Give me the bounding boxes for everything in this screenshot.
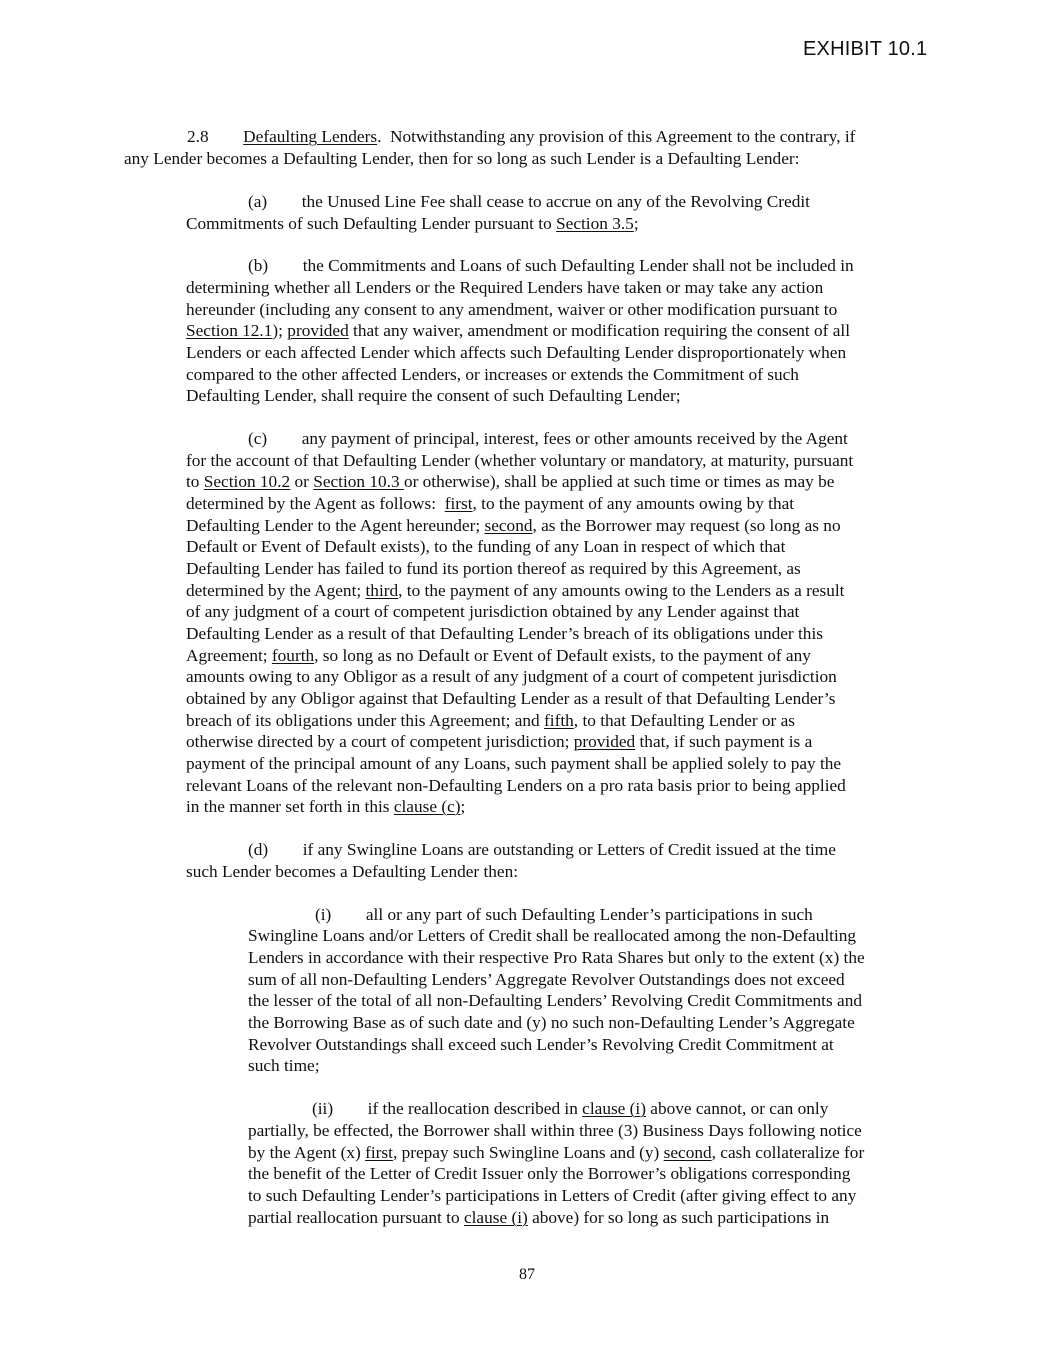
- text-line: [186, 710, 795, 732]
- text-line: [186, 623, 823, 645]
- text-segment: , prepay such Swingline Loans and (y): [392, 1143, 664, 1162]
- cross-reference: third: [365, 581, 399, 600]
- text-segment: Commitments of such Defaulting Lender pursuant to: [186, 214, 557, 233]
- text-segment: Default or Event of Default exists), to the funding of any Loan in respect of which that: [186, 537, 786, 556]
- text-segment: Defaulting Lender as a result of that Defaulting Lender’s breach of its obligations under this: [186, 624, 823, 643]
- text-segment: Lenders or each affected Lender which affects such Defaulting Lender disproportionately when: [186, 343, 847, 362]
- text-line: [248, 1012, 855, 1034]
- page-number: 87: [519, 1266, 535, 1283]
- text-segment: for the account of that Defaulting Lender (whether voluntary or mandatory, at maturity, pursuant: [186, 451, 854, 470]
- text-line: [186, 775, 846, 797]
- text-segment: (b) the Commitments and Loans of such Defaulting Lender shall not be included in: [248, 256, 854, 275]
- text-segment: that, if such payment is a: [635, 732, 813, 751]
- text-segment: hereunder (including any consent to any amendment, waiver or other modification pursuant to: [186, 300, 838, 319]
- text-segment: , to that Defaulting Lender or as: [573, 711, 796, 730]
- text-segment: determined by the Agent;: [186, 581, 366, 600]
- text-segment: 2.8: [187, 127, 244, 146]
- text-line: [248, 1142, 864, 1164]
- text-line: [186, 471, 834, 493]
- text-segment: determining whether all Lenders or the Required Lenders have taken or may take any action: [186, 278, 824, 297]
- text-segment: such Lender becomes a Defaulting Lender then:: [186, 862, 519, 881]
- text-line: [248, 1034, 834, 1056]
- text-segment: or otherwise), shall be applied at such time or times as may be: [403, 472, 835, 491]
- text-segment: (a) the Unused Line Fee shall cease to accrue on any of the Revolving Credit: [248, 192, 810, 211]
- text-line: [312, 1098, 828, 1120]
- cross-reference: Section 10.2: [203, 472, 291, 491]
- text-segment: (i) all or any part of such Defaulting Lender’s participations in such: [315, 905, 813, 924]
- text-segment: );: [272, 321, 288, 340]
- text-segment: relevant Loans of the relevant non-Defaulting Lenders on a pro rata basis prior to being applied: [186, 776, 846, 795]
- cross-reference: Section 10.3: [313, 472, 404, 491]
- text-line: [186, 688, 835, 710]
- text-segment: breach of its obligations under this Agreement; and: [186, 711, 545, 730]
- text-line: [186, 385, 681, 407]
- text-segment: otherwise directed by a court of competent jurisdiction;: [186, 732, 574, 751]
- cross-reference: Section 3.5: [556, 214, 634, 233]
- text-segment: Lenders in accordance with their respective Pro Rata Shares but only to the extent (x) the: [248, 948, 865, 967]
- text-line: [186, 861, 518, 883]
- text-segment: Defaulting Lender to the Agent hereunder;: [186, 516, 485, 535]
- text-segment: to: [186, 472, 204, 491]
- text-segment: , cash collateralize for: [711, 1143, 865, 1162]
- cross-reference: Section 12.1: [186, 321, 273, 340]
- text-line: [186, 277, 823, 299]
- text-line: [248, 947, 865, 969]
- text-segment: Defaulting Lender, shall require the consent of such Defaulting Lender;: [186, 386, 681, 405]
- text-segment: partial reallocation pursuant to: [248, 1208, 464, 1227]
- text-segment: ;: [633, 214, 639, 233]
- text-line: [186, 536, 785, 558]
- text-segment: Swingline Loans and/or Letters of Credit shall be reallocated among the non-Defaulting: [248, 926, 857, 945]
- text-line: [186, 342, 846, 364]
- text-line: [248, 839, 836, 861]
- text-segment: that any waiver, amendment or modification requiring the consent of all: [348, 321, 850, 340]
- cross-reference: clause (i): [463, 1208, 528, 1227]
- text-segment: sum of all non-Defaulting Lenders’ Aggregate Revolver Outstandings does not exceed: [248, 970, 845, 989]
- text-segment: the lesser of the total of all non-Defaulting Lenders’ Revolving Credit Commitments and: [248, 991, 862, 1010]
- text-line: [186, 796, 465, 818]
- text-segment: amounts owing to any Obligor as a result of any judgment of a court of competent jurisdiction: [186, 667, 837, 686]
- cross-reference: first: [365, 1143, 393, 1162]
- text-line: [248, 1055, 320, 1077]
- text-segment: the benefit of the Letter of Credit Issuer only the Borrower’s obligations corresponding: [248, 1164, 851, 1183]
- text-segment: such time;: [248, 1056, 320, 1075]
- cross-reference: clause (i): [582, 1099, 646, 1118]
- text-segment: Agreement;: [186, 646, 272, 665]
- text-segment: (d) if any Swingline Loans are outstanding or Letters of Credit issued at the time: [248, 840, 836, 859]
- text-segment: of any judgment of a court of competent jurisdiction obtained by any Lender against that: [186, 602, 800, 621]
- text-line: [248, 255, 854, 277]
- exhibit-label: EXHIBIT 10.1: [803, 38, 928, 60]
- text-line: [248, 191, 810, 213]
- text-segment: to such Defaulting Lender’s participations in Letters of Credit (after giving effect to any: [248, 1186, 857, 1205]
- text-segment: , so long as no Default or Event of Default exists, to the payment of any: [314, 646, 811, 665]
- text-line: [186, 364, 799, 386]
- cross-reference: provided: [573, 732, 636, 751]
- text-line: [187, 126, 855, 148]
- text-segment: Revolver Outstandings shall exceed such Lender’s Revolving Credit Commitment at: [248, 1035, 834, 1054]
- text-line: [248, 969, 845, 991]
- cross-reference: first: [444, 494, 473, 513]
- text-line: [248, 1185, 856, 1207]
- text-segment: the Borrowing Base as of such date and (y) no such non-Defaulting Lender’s Aggregate: [248, 1013, 855, 1032]
- text-line: [186, 645, 811, 667]
- text-line: [186, 753, 841, 775]
- text-segment: , as the Borrower may request (so long as no: [532, 516, 841, 535]
- text-segment: ;: [460, 797, 466, 816]
- text-line: [186, 666, 837, 688]
- text-line: [186, 601, 799, 623]
- text-line: [186, 580, 844, 602]
- text-segment: (c) any payment of principal, interest, fees or other amounts received by the Agent: [248, 429, 848, 448]
- text-segment: obtained by any Obligor against that Defaulting Lender as a result of that Defaulting Lender’s: [186, 689, 836, 708]
- text-line: [248, 990, 862, 1012]
- text-line: [124, 148, 799, 170]
- cross-reference: second: [663, 1143, 712, 1162]
- text-line: [186, 299, 837, 321]
- text-segment: partially, be effected, the Borrower shall within three (3) Business Days following notice: [248, 1121, 862, 1140]
- cross-reference: Defaulting Lenders: [243, 127, 378, 146]
- text-segment: above cannot, or can only: [645, 1099, 829, 1118]
- text-line: [186, 515, 841, 537]
- text-line: [186, 731, 812, 753]
- text-line: [186, 450, 853, 472]
- text-line: [186, 493, 794, 515]
- text-segment: determined by the Agent as follows:: [186, 494, 445, 513]
- cross-reference: provided: [287, 321, 349, 340]
- text-line: [248, 1163, 850, 1185]
- text-segment: payment of the principal amount of any Loans, such payment shall be applied solely to pay the: [186, 754, 842, 773]
- cross-reference: fifth: [544, 711, 574, 730]
- text-segment: by the Agent (x): [248, 1143, 366, 1162]
- text-line: [186, 558, 801, 580]
- text-line: [315, 904, 813, 926]
- text-segment: above) for so long as such participations in: [527, 1208, 830, 1227]
- text-segment: Defaulting Lender has failed to fund its portion thereof as required by this Agreement, as: [186, 559, 801, 578]
- text-line: [248, 925, 856, 947]
- text-segment: or: [290, 472, 314, 491]
- text-segment: compared to the other affected Lenders, or increases or extends the Commitment of such: [186, 365, 799, 384]
- text-segment: , to the payment of any amounts owing to the Lenders as a result: [398, 581, 845, 600]
- text-line: [186, 213, 639, 235]
- text-segment: any Lender becomes a Defaulting Lender, then for so long as such Lender is a Defaulting Lender:: [124, 149, 800, 168]
- cross-reference: fourth: [271, 646, 315, 665]
- text-line: [186, 320, 850, 342]
- text-segment: in the manner set forth in this: [186, 797, 394, 816]
- text-segment: (ii) if the reallocation described in: [312, 1099, 583, 1118]
- text-segment: . Notwithstanding any provision of this Agreement to the contrary, if: [377, 127, 856, 146]
- cross-reference: second: [484, 516, 533, 535]
- text-segment: , to the payment of any amounts owing by that: [472, 494, 795, 513]
- text-line: [248, 428, 848, 450]
- text-line: [248, 1207, 829, 1229]
- cross-reference: clause (c): [393, 797, 461, 816]
- text-line: [248, 1120, 862, 1142]
